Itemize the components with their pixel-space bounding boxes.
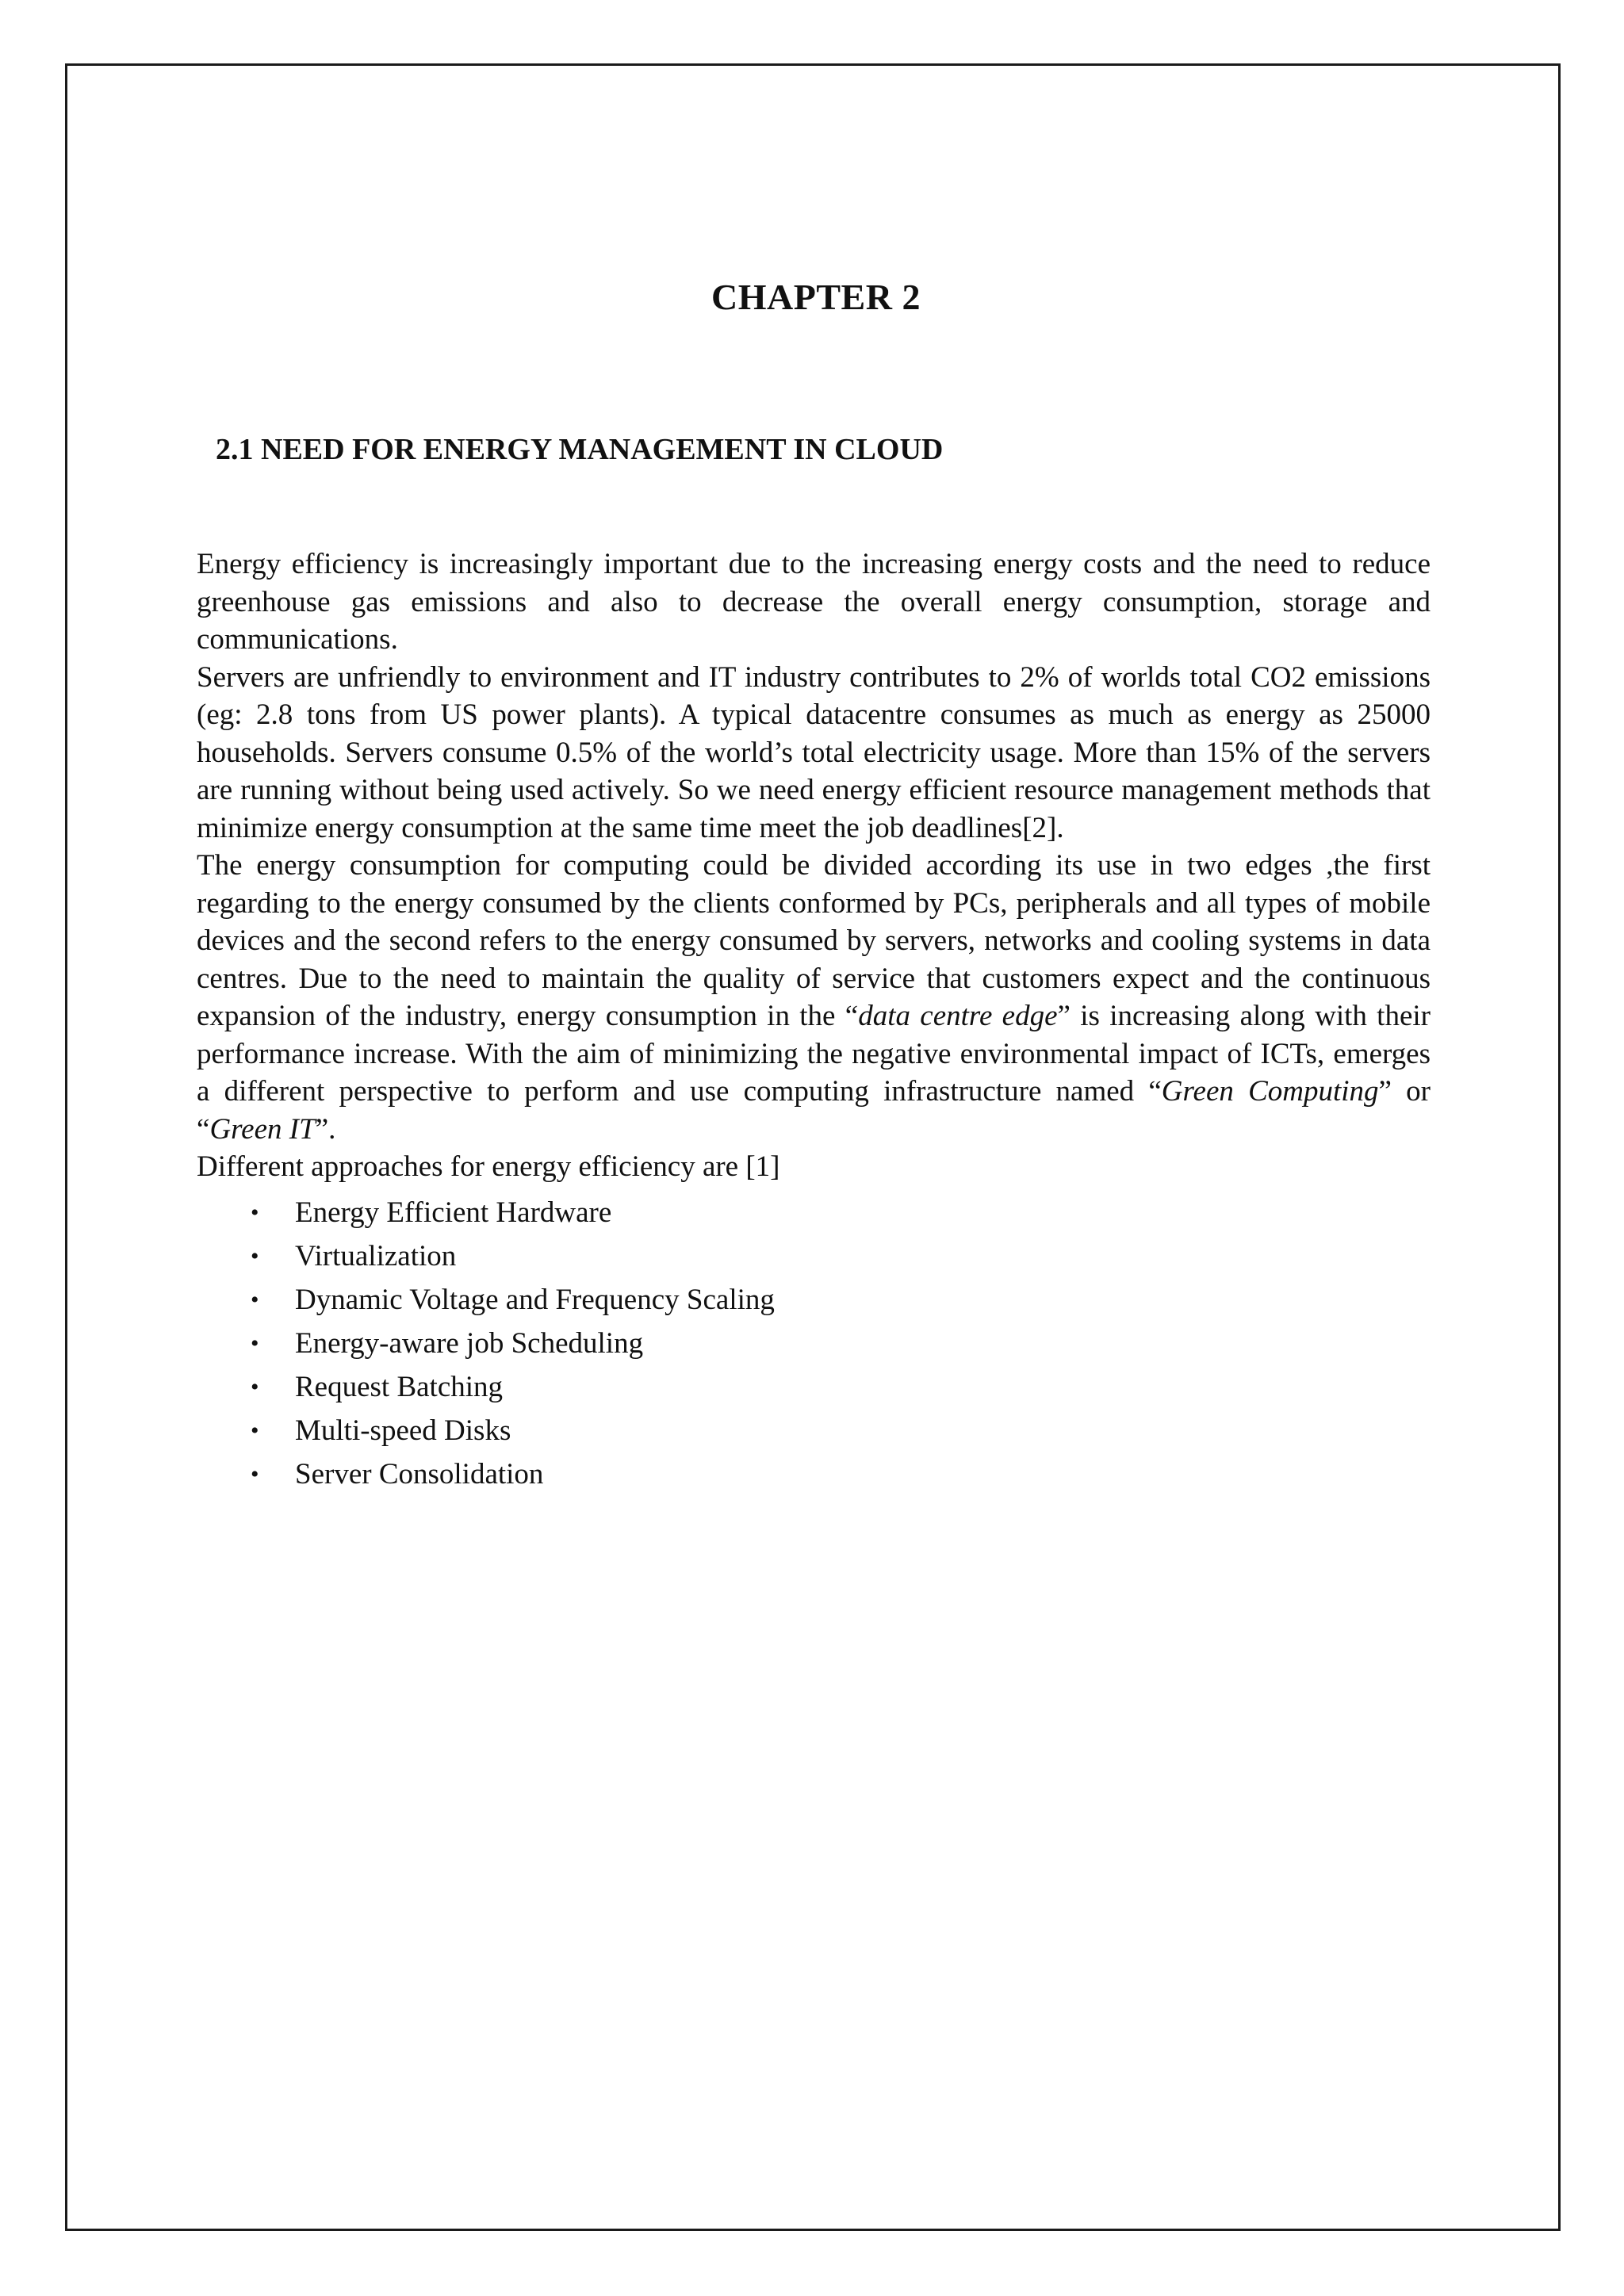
list-item: [197, 1278, 1431, 1322]
paragraph-text-segment: ” or “: [197, 1075, 1431, 1146]
bullet-icon: •: [251, 1242, 259, 1269]
paragraph-text-segment: The energy consumption for computing could be divided according its use in two edges ,the first regarding to the energy consumed by the clients conformed by PCs, peripherals and all types of mobile devices and the second refers to the energy consumed by servers, networks and cooling systems in data centres. Due to the need to maintain the quality of service that customers expect and the continuous expansion of the industry, energy consumption in the “: [197, 849, 1431, 1032]
paragraph-text-segment: ”.: [315, 1112, 336, 1146]
list-item: [197, 1365, 1431, 1409]
paragraph-text-segment: ” is increasing along with their performance increase. With the aim of minimizing the negative environmental impact of ICTs, emerges a different perspective to perform and use computing infrastructure named “: [197, 1000, 1431, 1108]
list-item: [197, 1452, 1431, 1496]
list-item-label: Energy-aware job Scheduling: [295, 1326, 644, 1360]
bullet-icon: •: [251, 1199, 259, 1226]
italic-term-data-centre-edge: data centre edge: [858, 1000, 1058, 1032]
italic-term-green-computing: Green Computing: [1161, 1075, 1379, 1108]
list-item-label: Dynamic Voltage and Frequency Scaling: [295, 1283, 775, 1316]
bullet-icon: •: [251, 1460, 259, 1487]
paragraph-approaches-intro: Different approaches for energy efficiency are [1]: [197, 1150, 780, 1183]
list-item-label: Energy Efficient Hardware: [295, 1196, 612, 1229]
bullet-icon: •: [251, 1330, 259, 1357]
bullet-icon: •: [251, 1286, 259, 1313]
paragraph-energy-efficiency: Energy efficiency is increasingly important due to the increasing energy costs and the need to reduce greenhouse gas emissions and also to decrease the overall energy consumption, storage and communications.: [197, 548, 1431, 656]
bullet-icon: •: [251, 1417, 259, 1444]
list-item: [197, 1322, 1431, 1365]
paragraph-energy-consumption: [197, 847, 1431, 1148]
chapter-title: CHAPTER 2: [711, 277, 921, 317]
approaches-list: [197, 1191, 1431, 1496]
list-item-label: Request Batching: [295, 1370, 504, 1403]
list-item: [197, 1409, 1431, 1452]
list-item-label: Multi-speed Disks: [295, 1414, 511, 1447]
list-item-label: Server Consolidation: [295, 1457, 544, 1490]
list-item-label: Virtualization: [295, 1239, 457, 1272]
italic-term-green-it: Green IT: [209, 1112, 316, 1146]
body-text: [197, 545, 1431, 1496]
bullet-icon: •: [251, 1373, 259, 1400]
list-item: [197, 1234, 1431, 1278]
list-item: [197, 1191, 1431, 1234]
section-heading: 2.1 NEED FOR ENERGY MANAGEMENT IN CLOUD: [216, 433, 944, 466]
paragraph-servers-environment: Servers are unfriendly to environment and IT industry contributes to 2% of worlds total CO2 emissions (eg: 2.8 tons from US power plants). A typical datacentre consumes as much as energy as 25000 households. Servers consume 0.5% of the world’s total electricity usage. More than 15% of the servers are running without being used actively. So we need energy efficient resource management methods that minimize energy consumption at the same time meet the job deadlines[2].: [197, 660, 1431, 844]
